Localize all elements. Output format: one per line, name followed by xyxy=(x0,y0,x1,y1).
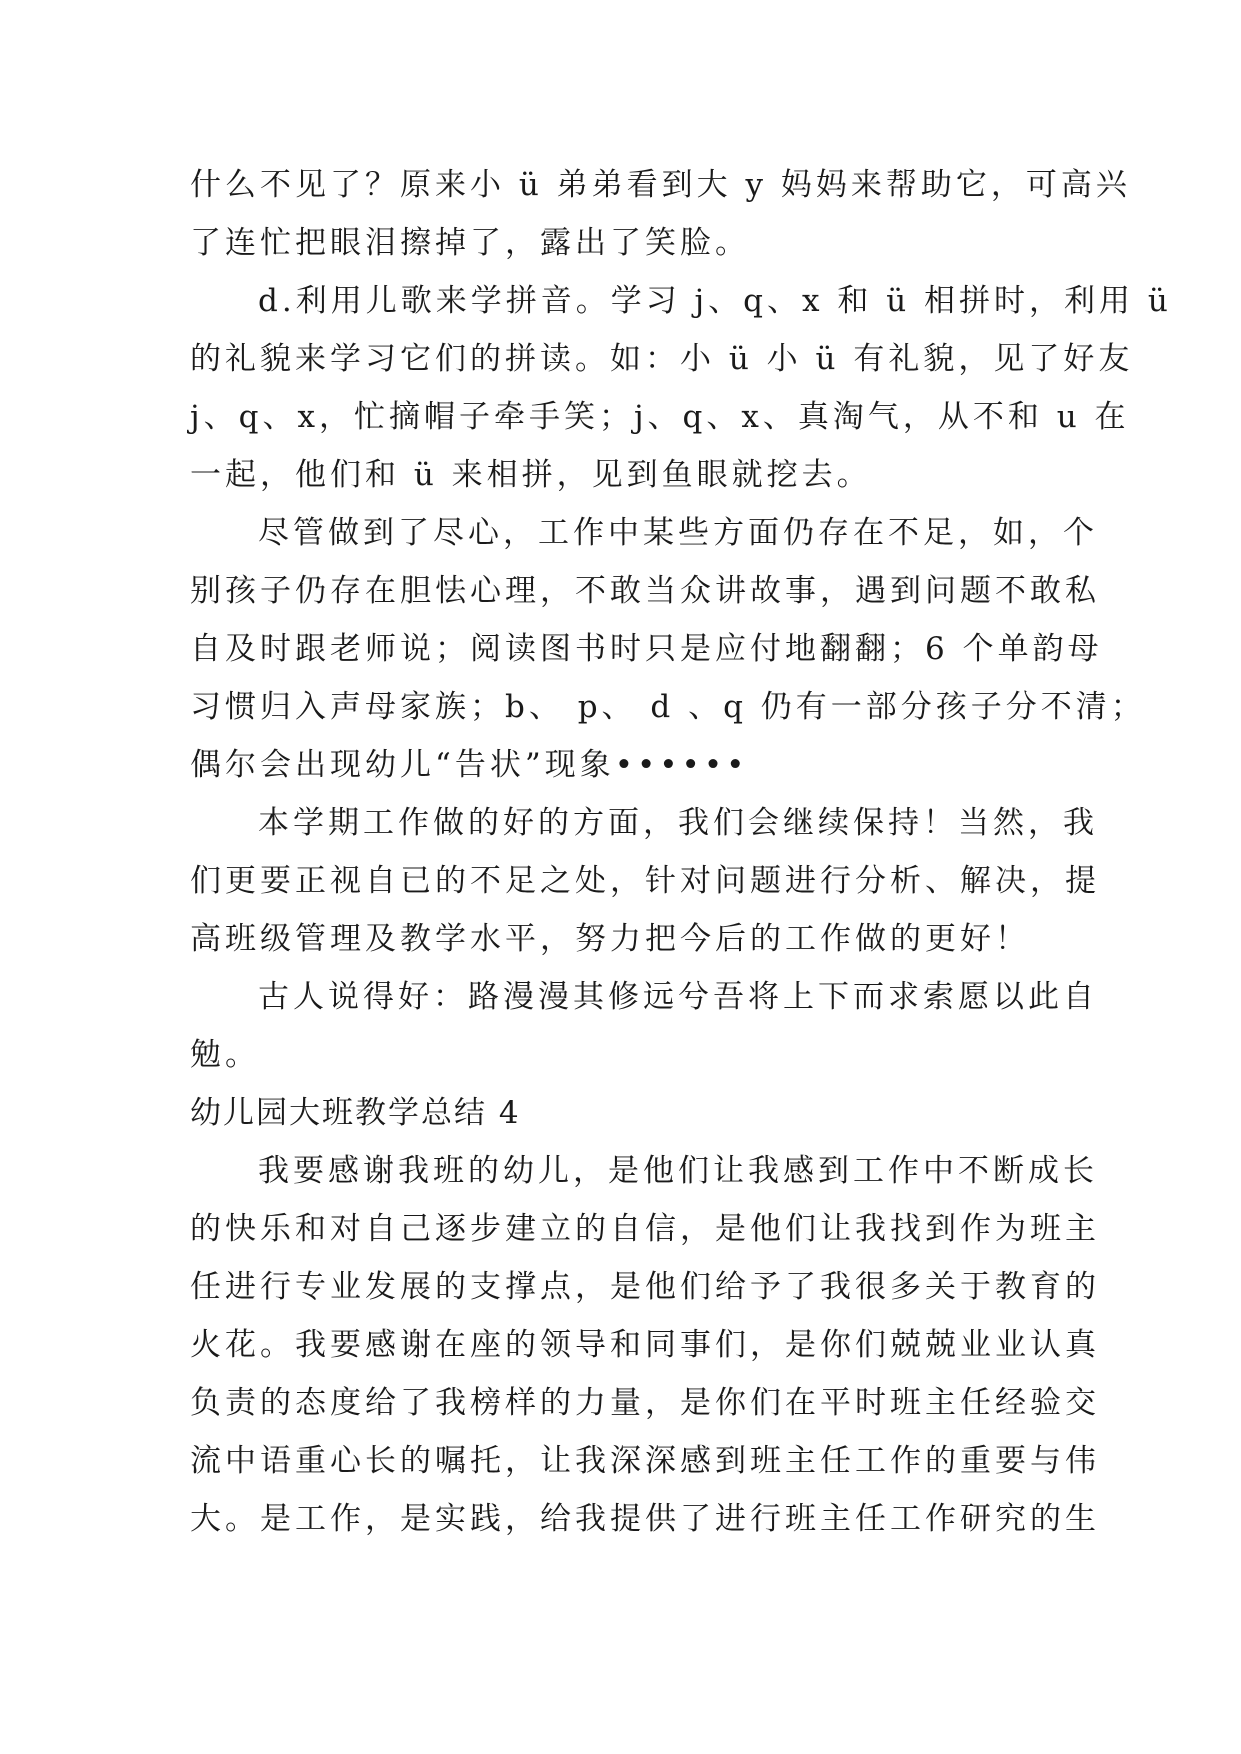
text-line: 习惯归入声母家族；b、 p、 d 、q 仍有一部分孩子分不清； xyxy=(190,689,1146,725)
text-line: 尽管做到了尽心，工作中某些方面仍存在不足，如，个 xyxy=(258,515,1098,551)
text-line: 别孩子仍存在胆怯心理，不敢当众讲故事，遇到问题不敢私 xyxy=(190,573,1100,609)
text-line: 本学期工作做的好的方面，我们会继续保持！当然，我 xyxy=(258,805,1098,841)
text-line: d.利用儿歌来学拼音。学习 j、q、x 和 ü 相拼时，利用 ü xyxy=(258,283,1172,319)
text-line: 什么不见了？原来小 ü 弟弟看到大 y 妈妈来帮助它，可高兴 xyxy=(190,167,1131,203)
text-line: 一起，他们和 ü 来相拼，见到鱼眼就挖去。 xyxy=(190,457,872,493)
text-line: j、q、x，忙摘帽子牵手笑；j、q、x、真淘气，从不和 u 在 xyxy=(190,399,1130,435)
text-line: 的快乐和对自己逐步建立的自信，是他们让我找到作为班主 xyxy=(190,1211,1100,1247)
text-line: 勉。 xyxy=(190,1037,260,1073)
text-line: 大。是工作，是实践，给我提供了进行班主任工作研究的生 xyxy=(190,1501,1100,1537)
text-line: 偶尔会出现幼儿“告状”现象•••••• xyxy=(190,747,749,783)
text-line: 们更要正视自已的不足之处，针对问题进行分析、解决，提 xyxy=(190,863,1100,899)
text-line: 我要感谢我班的幼儿，是他们让我感到工作中不断成长 xyxy=(258,1153,1098,1189)
document-page xyxy=(190,156,1172,1548)
text-line: 的礼貌来学习它们的拼读。如：小 ü 小 ü 有礼貌，见了好友 xyxy=(190,341,1134,377)
section-heading: 幼儿园大班教学总结 4 xyxy=(190,1095,521,1131)
text-line: 负责的态度给了我榜样的力量，是你们在平时班主任经验交 xyxy=(190,1385,1100,1421)
text-line: 了连忙把眼泪擦掉了，露出了笑脸。 xyxy=(190,225,750,261)
text-line: 自及时跟老师说；阅读图书时只是应付地翻翻；6 个单韵母 xyxy=(190,631,1103,667)
text-line: 任进行专业发展的支撑点，是他们给予了我很多关于教育的 xyxy=(190,1269,1100,1305)
text-line: 高班级管理及教学水平，努力把今后的工作做的更好！ xyxy=(190,921,1030,957)
text-line: 古人说得好：路漫漫其修远兮吾将上下而求索愿以此自 xyxy=(258,979,1098,1015)
text-line: 流中语重心长的嘱托，让我深深感到班主任工作的重要与伟 xyxy=(190,1443,1100,1479)
text-line: 火花。我要感谢在座的领导和同事们，是你们兢兢业业认真 xyxy=(190,1327,1100,1363)
